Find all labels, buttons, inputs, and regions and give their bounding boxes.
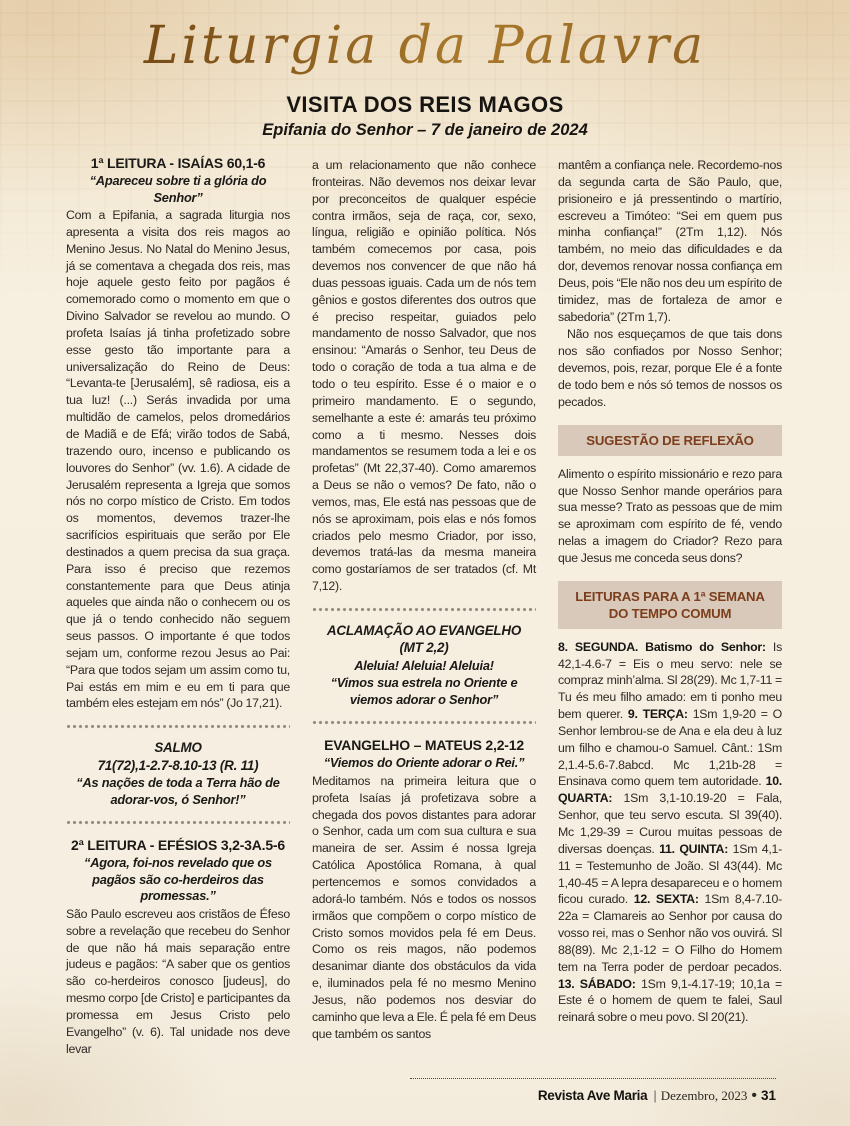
footer-bullet: • — [751, 1087, 757, 1104]
page-number: 31 — [760, 1088, 776, 1103]
gospel-body: Meditamos na primeira leitura que o profeta Isaías já profetizava sobre a chegada dos povos distantes para adorar o Senhor, cada um com sua cultura e sua maneira de ser. Assim é nossa Igreja Católica Apostólica Romana, à qual pertencemos e somos convidados a adorá-lo também. Nós e todos os nossos irmãos que compõem o corpo místico de Cristo somos movidos pela fé em Deus. Como os reis magos, não podemos desanimar diante dos obstáculos da vida e, iluminados pela fé no mesmo Menino Jesus, não podemos nos desviar do caminho que leva a Ele. É pela fé em Deus que também os santos — [312, 773, 536, 1041]
footer-separator: | — [653, 1088, 657, 1103]
gospel-acclamation-block — [312, 623, 536, 709]
gospel-heading: EVANGELHO – MATEUS 2,2-12 — [324, 737, 524, 754]
psalm-quote: “As nações de toda a Terra hão de adorar-vos, ó Senhor!” — [76, 775, 280, 807]
column-2 — [312, 154, 536, 1042]
page-footer — [410, 1078, 776, 1105]
psalm-title: SALMO — [154, 740, 202, 756]
reflection-body: Alimento o espírito missionário e rezo para que Nosso Senhor mande operários para sua messe? Trato as pessoas que de mim se aproximam com espírito de fé, vendo nelas a imagem do Criador? Rezo para que Jesus me conceda seus dons? — [558, 466, 782, 565]
acclamation-quote: “Vimos sua estrela no Oriente e viemos adorar o Senhor” — [330, 675, 518, 707]
second-reading-heading: 2ª LEITURA - EFÉSIOS 3,2-3A.5-6 — [71, 837, 285, 854]
section-divider — [312, 607, 536, 612]
article-subtitle: Epifania do Senhor – 7 de janeiro de 2024 — [262, 121, 588, 139]
gospel-continuation-2: Não nos esqueçamos de que tais dons nos são confiados por Nosso Senhor; devemos, pois, rezar, porque Ele é a fonte de todo bem e nós só temos de nossos os pecados. — [558, 327, 782, 409]
section-divider — [66, 820, 290, 825]
first-reading-quote: “Apareceu sobre ti a glória do Senhor” — [89, 173, 267, 205]
magazine-name: Revista Ave Maria — [537, 1088, 648, 1103]
psalm-block — [66, 740, 290, 808]
gospel-quote: “Viemos do Oriente adorar o Rei.” — [323, 755, 525, 771]
section-script-title: Liturgia da Palavra — [0, 14, 850, 78]
first-reading-heading: 1ª LEITURA - ISAÍAS 60,1-6 — [90, 155, 266, 171]
second-reading-continuation: a um relacionamento que não conhece fronteiras. Não devemos nos deixar levar por preconceitos de qualquer espécie contra irmãos, seja de raça, cor, sexo, língua, religião e opinião política. Nós também comecemos por casa, pois devemos nos convencer de que não há duas pessoas iguais. Cada um de nós tem gênios e gostos diferentes dos outros que é preciso respeitar, guiados pelo mandamento de nosso Salvador, que nos ensinou: “Amarás o Senhor, teu Deus de todo o coração de toda a tua alma e de todo o teu espírito. Esse é o maior e o primeiro mandamento. E o segundo, semelhante a este é: amarás teu próximo como a ti mesmo. Nesses dois mandamentos se resumem toda a lei e os profetas” (Mt 22,37-40). Como amaremos a Deus se não o vemos? De fato, não o vemos, mas, Ele está nas pessoas que de nós se aproximam, pois elas e nós fomos criados pelo mesmo Criador, por isso, devemos tratá-las da mesma maneira como gostaríamos de ser tratados (cf. Mt 7,12). — [312, 158, 536, 594]
second-reading-body: São Paulo escreveu aos cristãos de Éfeso sobre a revelação que recebeu do Senhor de que não há mais separação entre judeus e pagãos: “A saber que os gentios são co-herdeiros conosco [judeus], do mesmo corpo [de Cristo] e participantes da promessa em Jesus Cristo pelo Evangelho” (v. 6). Tal unidade nos deve levar — [66, 906, 290, 1056]
weekly-readings-banner-line2: DO TEMPO COMUM — [608, 605, 732, 621]
acclamation-reference: (MT 2,2) — [399, 640, 449, 656]
reflection-banner: SUGESTÃO DE REFLEXÃO — [558, 425, 782, 456]
psalm-reference: 71(72),1-2.7-8.10-13 (R. 11) — [97, 757, 259, 773]
gospel-continuation: mantêm a confiança nele. Recordemo-nos da segunda carta de São Paulo, que, prisioneiro e já pressentindo o martírio, escreveu a Timóteo: “Sei em quem pus minha confiança!” (2Tm 1,12). Nós também, no meio das dificuldades e da dor, devemos renovar nossa confiança em Deus, pois “Ele não nos deu um espírito de timidez, mas de fortaleza de amor e sabedoria” (2Tm 1,7). — [558, 158, 782, 324]
acclamation-alleluia: Aleluia! Aleluia! Aleluia! — [354, 657, 494, 673]
weekly-readings-paragraph: 8. SEGUNDA. Batismo do Senhor: Is 42,1-4.6-7 = Eis o meu servo: nele se compraz minh’alma. Sl 28(29). Mc 1,7-11 = Tu és meu filho amado: em ti ponho meu bem querer. 9. TERÇA: 1Sm 1,9-20 = O Senhor lembrou-se de Ana e ela deu à luz um filho e chamou-o Samuel. Cânt.: 1Sm 2,1.4-5.6-7.8abcd. Mc 1,21b-28 = Ensinava como quem tem autoridade. 10. QUARTA: 1Sm 3,1-10.19-20 = Fala, Senhor, que teu servo escuta. Sl 39(40). Mc 1,29-39 = Curou muitas pessoas de diversas doenças. 11. QUINTA: 1Sm 4,1-11 = Testemunho de João. Sl 43(44). Mc 1,40-45 = A lepra desapareceu e o homem ficou curado. 12. SEXTA: 1Sm 8,4-7.10-22a = Clamareis ao Senhor por causa do vosso rei, mas o Senhor não vos ouvirá. Sl 88(89). Mc 2,1-12 = O Filho do Homem tem na Terra poder de perdoar pecados. 13. SÁBADO: 1Sm 9,1-4.17-19; 10,1a = Este é o homem de quem te falei, Saul reinará sobre o meu povo. Sl 20(21). — [558, 639, 783, 1025]
column-1 — [66, 154, 290, 1057]
article-columns — [0, 140, 850, 1057]
column-3 — [558, 154, 782, 1026]
weekly-readings-banner — [558, 581, 782, 629]
article-title: VISITA DOS REIS MAGOS — [286, 92, 564, 117]
section-divider — [312, 720, 536, 725]
first-reading-body: Com a Epifania, a sagrada liturgia nos apresenta a visita dos reis magos ao Menino Jesus. No Natal do Menino Jesus, já se comentava a chegada dos reis, mas hoje aquele gesto feito por pagãos é comemorado como o momento em que o Divino Salvador se revelou ao mundo. O profeta Isaías já tinha profetizado sobre esse gesto tão importante para a universalização do Reino de Deus: “Levanta-te [Jerusalém], sê radiosa, eis a tua luz! (...) Serás invadida por uma multidão de camelos, pelos dromedários de Madiã e de Efá; virão todos de Sabá, trazendo ouro, incenso e publicando os louvores do Senhor” (vv. 1.6). A cidade de Jerusalém representa a Igreja que somos nós no corpo místico de Cristo. Em todos os momentos, devemos trazer-lhe sacrifícios espirituais que serão por Ele destinados a quem precisa da sua graça. Para isso é preciso que rezemos constantemente para que Deus atinja aqueles que ainda não o conhecem ou os que já o tendo conhecido não seguem seus passos. O importante é que todos sejam um, conforme rezou Jesus ao Pai: “Para que todos sejam um assim como tu, Pai estás em mim e eu em ti para que também eles estejam em nós” (Jo 17,21). — [66, 208, 290, 711]
weekly-readings-banner-line1: LEITURAS PARA A 1ª SEMANA — [575, 588, 765, 604]
issue-date: Dezembro, 2023 — [660, 1088, 748, 1103]
page-header — [0, 0, 850, 140]
acclamation-heading: ACLAMAÇÃO AO EVANGELHO — [326, 622, 522, 638]
section-divider — [66, 724, 290, 729]
second-reading-quote: “Agora, foi-nos revelado que os pagãos são co-herdeiros das promessas.” — [84, 855, 272, 904]
